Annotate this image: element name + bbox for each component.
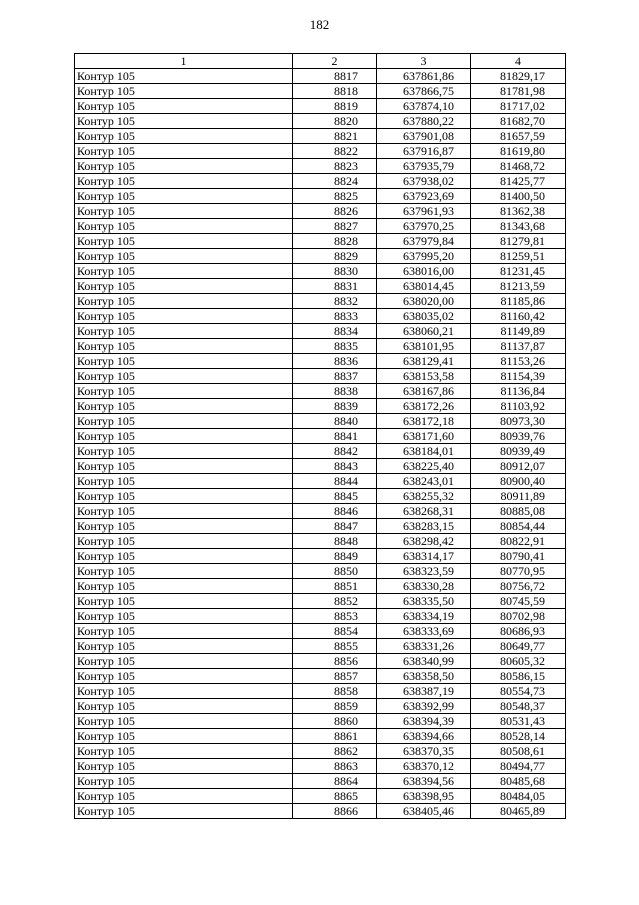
y-coordinate-cell: 81136,84 [471,384,566,399]
table-row [75,444,566,459]
y-coordinate-cell: 81619,80 [471,144,566,159]
point-number-cell: 8848 [293,534,377,549]
y-coordinate-cell: 80586,15 [471,669,566,684]
x-coordinate-cell: 638268,31 [377,504,471,519]
table-row [75,639,566,654]
point-number-cell: 8863 [293,759,377,774]
y-coordinate-cell: 81425,77 [471,174,566,189]
table-row [75,564,566,579]
table-row [75,729,566,744]
x-coordinate-cell: 638153,58 [377,369,471,384]
contour-name-cell: Контур 105 [75,609,293,624]
x-coordinate-cell: 637874,10 [377,99,471,114]
table-row [75,804,566,819]
point-number-cell: 8857 [293,669,377,684]
table-row [75,714,566,729]
y-coordinate-cell: 80854,44 [471,519,566,534]
table-row [75,309,566,324]
y-coordinate-cell: 81231,45 [471,264,566,279]
table-row [75,189,566,204]
y-coordinate-cell: 81682,70 [471,114,566,129]
contour-name-cell: Контур 105 [75,594,293,609]
x-coordinate-cell: 637938,02 [377,174,471,189]
contour-name-cell: Контур 105 [75,204,293,219]
x-coordinate-cell: 637935,79 [377,159,471,174]
y-coordinate-cell: 80912,07 [471,459,566,474]
table-row [75,414,566,429]
x-coordinate-cell: 638387,19 [377,684,471,699]
point-number-cell: 8834 [293,324,377,339]
point-number-cell: 8817 [293,69,377,84]
contour-name-cell: Контур 105 [75,804,293,819]
point-number-cell: 8836 [293,354,377,369]
y-coordinate-cell: 80822,91 [471,534,566,549]
contour-name-cell: Контур 105 [75,384,293,399]
table-row [75,174,566,189]
y-coordinate-cell: 80911,89 [471,489,566,504]
y-coordinate-cell: 80649,77 [471,639,566,654]
table-row [75,579,566,594]
y-coordinate-cell: 80465,89 [471,804,566,819]
x-coordinate-cell: 638184,01 [377,444,471,459]
y-coordinate-cell: 80770,95 [471,564,566,579]
y-coordinate-cell: 80702,98 [471,609,566,624]
x-coordinate-cell: 638334,19 [377,609,471,624]
table-row [75,324,566,339]
point-number-cell: 8845 [293,489,377,504]
point-number-cell: 8841 [293,429,377,444]
point-number-cell: 8855 [293,639,377,654]
y-coordinate-cell: 80554,73 [471,684,566,699]
point-number-cell: 8847 [293,519,377,534]
column-header-4: 4 [471,54,566,69]
x-coordinate-cell: 638172,26 [377,399,471,414]
y-coordinate-cell: 80484,05 [471,789,566,804]
y-coordinate-cell: 80939,49 [471,444,566,459]
contour-name-cell: Контур 105 [75,324,293,339]
contour-name-cell: Контур 105 [75,489,293,504]
y-coordinate-cell: 81149,89 [471,324,566,339]
point-number-cell: 8821 [293,129,377,144]
y-coordinate-cell: 81362,38 [471,204,566,219]
point-number-cell: 8856 [293,654,377,669]
table-row [75,369,566,384]
table-row [75,294,566,309]
contour-name-cell: Контур 105 [75,414,293,429]
y-coordinate-cell: 80790,41 [471,549,566,564]
contour-name-cell: Контур 105 [75,699,293,714]
contour-name-cell: Контур 105 [75,69,293,84]
contour-name-cell: Контур 105 [75,759,293,774]
x-coordinate-cell: 638243,01 [377,474,471,489]
point-number-cell: 8819 [293,99,377,114]
y-coordinate-cell: 80531,43 [471,714,566,729]
x-coordinate-cell: 638225,40 [377,459,471,474]
y-coordinate-cell: 80686,93 [471,624,566,639]
column-header-3: 3 [377,54,471,69]
x-coordinate-cell: 638394,66 [377,729,471,744]
y-coordinate-cell: 80548,37 [471,699,566,714]
contour-name-cell: Контур 105 [75,159,293,174]
x-coordinate-cell: 638016,00 [377,264,471,279]
y-coordinate-cell: 80973,30 [471,414,566,429]
point-number-cell: 8850 [293,564,377,579]
x-coordinate-cell: 638330,28 [377,579,471,594]
y-coordinate-cell: 81400,50 [471,189,566,204]
y-coordinate-cell: 81343,68 [471,219,566,234]
table-row [75,429,566,444]
point-number-cell: 8862 [293,744,377,759]
point-number-cell: 8832 [293,294,377,309]
x-coordinate-cell: 638172,18 [377,414,471,429]
contour-name-cell: Контур 105 [75,639,293,654]
contour-name-cell: Контур 105 [75,729,293,744]
y-coordinate-cell: 80528,14 [471,729,566,744]
table-row [75,279,566,294]
contour-name-cell: Контур 105 [75,249,293,264]
point-number-cell: 8826 [293,204,377,219]
x-coordinate-cell: 637923,69 [377,189,471,204]
x-coordinate-cell: 638101,95 [377,339,471,354]
x-coordinate-cell: 638060,21 [377,324,471,339]
contour-name-cell: Контур 105 [75,549,293,564]
point-number-cell: 8866 [293,804,377,819]
table-row [75,519,566,534]
x-coordinate-cell: 638014,45 [377,279,471,294]
x-coordinate-cell: 638020,00 [377,294,471,309]
table-row [75,219,566,234]
x-coordinate-cell: 638323,59 [377,564,471,579]
point-number-cell: 8837 [293,369,377,384]
table-row [75,144,566,159]
contour-name-cell: Контур 105 [75,114,293,129]
x-coordinate-cell: 637861,86 [377,69,471,84]
table-row [75,399,566,414]
y-coordinate-cell: 80745,59 [471,594,566,609]
x-coordinate-cell: 638405,46 [377,804,471,819]
contour-name-cell: Контур 105 [75,174,293,189]
table-row [75,474,566,489]
x-coordinate-cell: 638335,50 [377,594,471,609]
point-number-cell: 8842 [293,444,377,459]
contour-name-cell: Контур 105 [75,774,293,789]
point-number-cell: 8830 [293,264,377,279]
x-coordinate-cell: 638298,42 [377,534,471,549]
contour-name-cell: Контур 105 [75,459,293,474]
contour-name-cell: Контур 105 [75,264,293,279]
point-number-cell: 8864 [293,774,377,789]
point-number-cell: 8824 [293,174,377,189]
x-coordinate-cell: 637979,84 [377,234,471,249]
table-row [75,114,566,129]
point-number-cell: 8827 [293,219,377,234]
table-row [75,549,566,564]
x-coordinate-cell: 638314,17 [377,549,471,564]
table-row [75,654,566,669]
contour-name-cell: Контур 105 [75,189,293,204]
header-row [75,54,566,69]
table-row [75,159,566,174]
table-row [75,594,566,609]
contour-name-cell: Контур 105 [75,744,293,759]
y-coordinate-cell: 81103,92 [471,399,566,414]
x-coordinate-cell: 638331,26 [377,639,471,654]
x-coordinate-cell: 638333,69 [377,624,471,639]
contour-name-cell: Контур 105 [75,354,293,369]
table-row [75,129,566,144]
point-number-cell: 8844 [293,474,377,489]
x-coordinate-cell: 638129,41 [377,354,471,369]
table-row [75,759,566,774]
contour-name-cell: Контур 105 [75,279,293,294]
contour-name-cell: Контур 105 [75,564,293,579]
point-number-cell: 8829 [293,249,377,264]
y-coordinate-cell: 81259,51 [471,249,566,264]
y-coordinate-cell: 81213,59 [471,279,566,294]
point-number-cell: 8851 [293,579,377,594]
contour-name-cell: Контур 105 [75,579,293,594]
contour-name-cell: Контур 105 [75,99,293,114]
x-coordinate-cell: 638370,35 [377,744,471,759]
y-coordinate-cell: 80605,32 [471,654,566,669]
contour-name-cell: Контур 105 [75,684,293,699]
contour-name-cell: Контур 105 [75,144,293,159]
contour-name-cell: Контур 105 [75,474,293,489]
x-coordinate-cell: 637866,75 [377,84,471,99]
contour-name-cell: Контур 105 [75,399,293,414]
y-coordinate-cell: 80494,77 [471,759,566,774]
y-coordinate-cell: 80939,76 [471,429,566,444]
page-number: 182 [309,17,330,32]
column-header-1: 1 [75,54,293,69]
y-coordinate-cell: 80756,72 [471,579,566,594]
point-number-cell: 8846 [293,504,377,519]
contour-name-cell: Контур 105 [75,444,293,459]
point-number-cell: 8858 [293,684,377,699]
table-row [75,774,566,789]
table-row [75,669,566,684]
table-row [75,699,566,714]
x-coordinate-cell: 637901,08 [377,129,471,144]
y-coordinate-cell: 81153,26 [471,354,566,369]
table-header [75,54,566,69]
contour-name-cell: Контур 105 [75,534,293,549]
point-number-cell: 8852 [293,594,377,609]
table-row [75,99,566,114]
contour-name-cell: Контур 105 [75,429,293,444]
point-number-cell: 8833 [293,309,377,324]
y-coordinate-cell: 81137,87 [471,339,566,354]
contour-name-cell: Контур 105 [75,519,293,534]
table-body [75,69,566,819]
x-coordinate-cell: 638167,86 [377,384,471,399]
table-row [75,534,566,549]
point-number-cell: 8838 [293,384,377,399]
x-coordinate-cell: 638358,50 [377,669,471,684]
y-coordinate-cell: 80485,68 [471,774,566,789]
x-coordinate-cell: 637961,93 [377,204,471,219]
table-row [75,504,566,519]
x-coordinate-cell: 637916,87 [377,144,471,159]
x-coordinate-cell: 638035,02 [377,309,471,324]
x-coordinate-cell: 638392,99 [377,699,471,714]
point-number-cell: 8831 [293,279,377,294]
contour-name-cell: Контур 105 [75,714,293,729]
contour-name-cell: Контур 105 [75,294,293,309]
point-number-cell: 8853 [293,609,377,624]
contour-name-cell: Контур 105 [75,234,293,249]
table-row [75,354,566,369]
y-coordinate-cell: 81279,81 [471,234,566,249]
x-coordinate-cell: 637995,20 [377,249,471,264]
column-header-2: 2 [293,54,377,69]
contour-name-cell: Контур 105 [75,84,293,99]
table-row [75,249,566,264]
y-coordinate-cell: 80885,08 [471,504,566,519]
contour-name-cell: Контур 105 [75,654,293,669]
table-row [75,459,566,474]
x-coordinate-cell: 638398,95 [377,789,471,804]
table-row [75,789,566,804]
point-number-cell: 8818 [293,84,377,99]
table-row [75,84,566,99]
y-coordinate-cell: 81468,72 [471,159,566,174]
x-coordinate-cell: 638394,39 [377,714,471,729]
y-coordinate-cell: 81657,59 [471,129,566,144]
x-coordinate-cell: 637880,22 [377,114,471,129]
x-coordinate-cell: 638370,12 [377,759,471,774]
x-coordinate-cell: 638171,60 [377,429,471,444]
contour-name-cell: Контур 105 [75,369,293,384]
table-row [75,204,566,219]
table-row [75,264,566,279]
table-row [75,69,566,84]
point-number-cell: 8828 [293,234,377,249]
table-row [75,609,566,624]
y-coordinate-cell: 81717,02 [471,99,566,114]
contour-name-cell: Контур 105 [75,624,293,639]
contour-name-cell: Контур 105 [75,219,293,234]
y-coordinate-cell: 80508,61 [471,744,566,759]
x-coordinate-cell: 638283,15 [377,519,471,534]
point-number-cell: 8861 [293,729,377,744]
point-number-cell: 8820 [293,114,377,129]
point-number-cell: 8860 [293,714,377,729]
contour-name-cell: Контур 105 [75,309,293,324]
y-coordinate-cell: 81160,42 [471,309,566,324]
y-coordinate-cell: 81829,17 [471,69,566,84]
table-row [75,234,566,249]
table-row [75,624,566,639]
table-row [75,384,566,399]
point-number-cell: 8843 [293,459,377,474]
point-number-cell: 8849 [293,549,377,564]
table-row [75,489,566,504]
x-coordinate-cell: 637970,25 [377,219,471,234]
contour-name-cell: Контур 105 [75,789,293,804]
x-coordinate-cell: 638340,99 [377,654,471,669]
contour-name-cell: Контур 105 [75,129,293,144]
coordinates-table [74,53,566,819]
y-coordinate-cell: 81781,98 [471,84,566,99]
point-number-cell: 8822 [293,144,377,159]
y-coordinate-cell: 80900,40 [471,474,566,489]
y-coordinate-cell: 81185,86 [471,294,566,309]
x-coordinate-cell: 638394,56 [377,774,471,789]
point-number-cell: 8854 [293,624,377,639]
contour-name-cell: Контур 105 [75,504,293,519]
point-number-cell: 8835 [293,339,377,354]
x-coordinate-cell: 638255,32 [377,489,471,504]
point-number-cell: 8859 [293,699,377,714]
point-number-cell: 8865 [293,789,377,804]
y-coordinate-cell: 81154,39 [471,369,566,384]
point-number-cell: 8825 [293,189,377,204]
table-row [75,684,566,699]
point-number-cell: 8839 [293,399,377,414]
contour-name-cell: Контур 105 [75,339,293,354]
table-row [75,744,566,759]
table-row [75,339,566,354]
point-number-cell: 8840 [293,414,377,429]
point-number-cell: 8823 [293,159,377,174]
contour-name-cell: Контур 105 [75,669,293,684]
